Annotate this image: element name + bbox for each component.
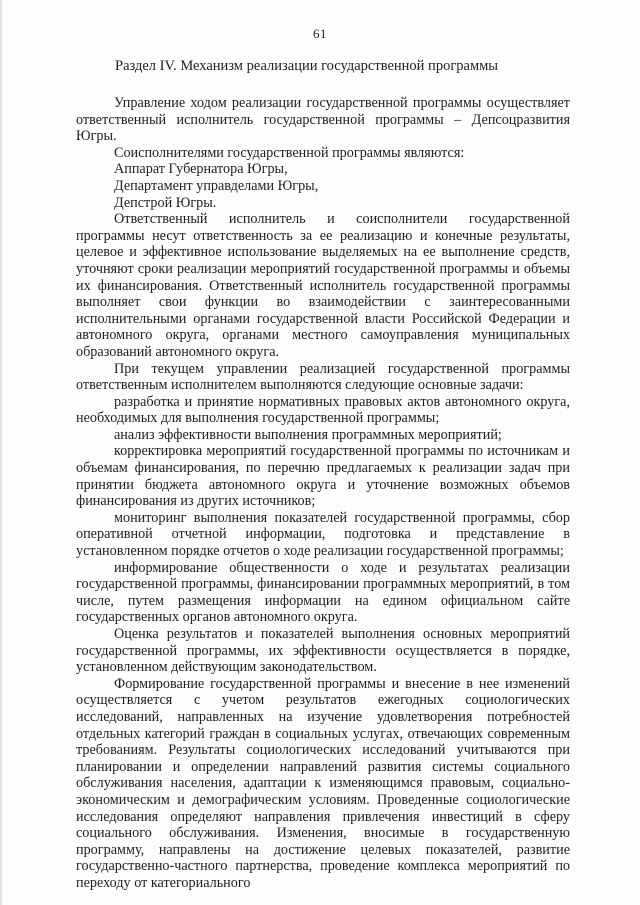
paragraph: мониторинг выполнения показателей государственной программы, сбор оперативной отчетной информации, подготовка и представление в установленном порядке отчетов о ходе реализации государственной программы; <box>76 509 570 560</box>
paragraph: Оценка результатов и показателей выполнения основных мероприятий государственной программы, их эффективности осуществляется в порядке, установленном действующим законодательством. <box>76 626 570 676</box>
paragraph: Формирование государственной программы и внесение в нее изменений осуществляется с учетом результатов ежегодных социологических исследований, направленных на изучение удовлетворения потребностей отдельных категорий граждан в социальных услугах, отвечающих современным требованиям. Результаты социологических исследований учитываются при планировании и определении направлений развития системы социального обслуживания населения, адаптации к изменяющимся правовым, социально-экономическим и демографическим условиям. Проведенные социологические исследования определяют направления привлечения инвестиций в сферу социального обслуживания. Изменения, вносимые в государственную программу, направлены на достижение целевых показателей, развитие государственно-частного партнерства, проведение комплекса мероприятий по переходу от категориального <box>76 675 570 891</box>
section-title: Раздел IV. Механизм реализации государственной программы <box>115 58 499 74</box>
paragraph: Управление ходом реализации государственной программы осуществляет ответственный исполнитель государственной программы – Депсоцразвития Югры. <box>76 95 570 145</box>
page-number: 61 <box>313 26 327 41</box>
paragraph: Депстрой Югры. <box>114 194 217 211</box>
paragraph: Соисполнителями государственной программы являются: <box>114 144 465 161</box>
paragraph: Аппарат Губернатора Югры, <box>114 161 288 178</box>
paragraph: Департамент управделами Югры, <box>114 177 319 194</box>
body-text <box>76 95 570 892</box>
paragraph: информирование общественности о ходе и результатах реализации государственной программы, финансировании программных мероприятий, в том числе, путем размещения информации на едином официальном сайте государственных органов автономного округа. <box>76 559 570 626</box>
paragraph: корректировка мероприятий государственной программы по источникам и объемам финансирования, по перечню предлагаемых к реализации задач при принятии бюджета автономного округа и уточнение возможных объемов финансирования из других источников; <box>76 443 570 510</box>
paragraph: анализ эффективности выполнения программных мероприятий; <box>114 426 502 443</box>
paragraph: разработка и принятие нормативных правовых актов автономного округа, необходимых для выполнения государственной программы; <box>76 393 570 427</box>
scan-edge <box>0 0 3 905</box>
paragraph: При текущем управлении реализацией государственной программы ответственным исполнителем выполняются следующие основные задачи: <box>76 360 570 394</box>
paragraph: Ответственный исполнитель и соисполнители государственной программы несут ответственность за ее реализацию и конечные результаты, целевое и эффективное использование выделяемых на ее выполнение средств, уточняют сроки реализации мероприятий государственной программы и объемы их финансирования. Ответственный исполнитель государственной программы выполняет свои функции во взаимодействии с заинтересованными исполнительными органами государственной власти Российской Федерации и автономного округа, органами местного самоуправления муниципальных образований автономного округа. <box>76 211 570 360</box>
